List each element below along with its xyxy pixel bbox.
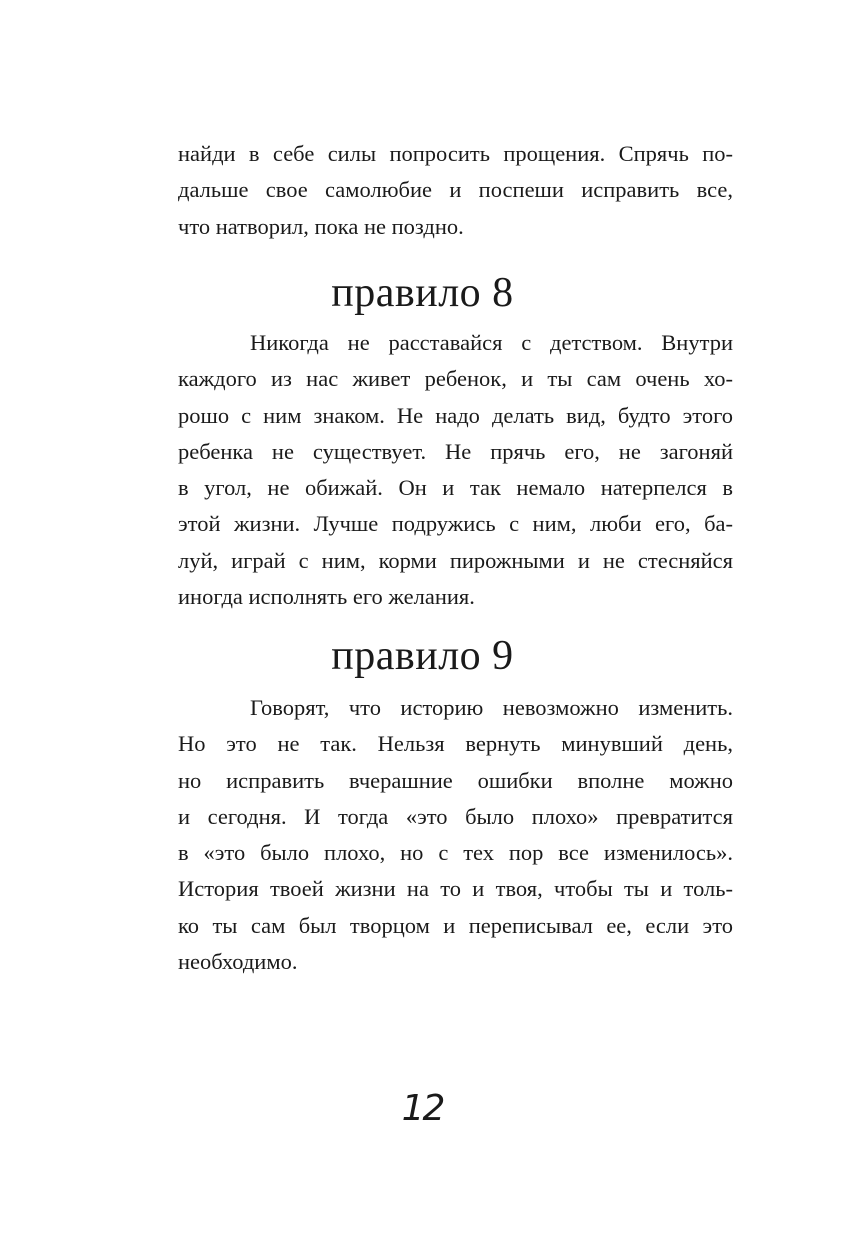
rule-8-line: в угол, не обижай. Он и так немало натерпелся в: [178, 475, 733, 501]
rule-9-line: Но это не так. Нельзя вернуть минувший день,: [178, 731, 733, 757]
intro-line: дальше свое самолюбие и поспеши исправить все,: [178, 177, 733, 203]
rule-9-heading: правило 9: [331, 633, 514, 679]
rule-8-line: Никогда не расставайся с детством. Внутри: [250, 330, 733, 355]
rule-9-line: Говорят, что историю невозможно изменить.: [250, 695, 733, 720]
rule-8-line: рошо с ним знаком. Не надо делать вид, будто этого: [178, 402, 733, 428]
rule-9-paragraph: [178, 690, 733, 980]
rule-8-line: луй, играй с ним, корми пирожными и не стесняйся: [178, 547, 733, 573]
rule-8-paragraph: [178, 325, 733, 615]
rule-9-line: и сегодня. И тогда «это было плохо» превратится: [178, 803, 733, 829]
rule-9-line: в «это было плохо, но с тех пор все изменилось».: [178, 840, 733, 866]
intro-line: что натворил, пока не поздно.: [178, 213, 464, 239]
rule-8-line: ребенка не существует. Не прячь его, не загоняй: [178, 438, 733, 464]
rule-8-line: этой жизни. Лучше подружись с ним, люби его, ба-: [178, 511, 733, 537]
rule-9-line: История твоей жизни на то и твоя, чтобы ты и толь-: [178, 876, 733, 902]
rule-9-line: ко ты сам был творцом и переписывал ее, если это: [178, 912, 733, 938]
rule-9-line: необходимо.: [178, 949, 298, 975]
rule-8-line: каждого из нас живет ребенок, и ты сам очень хо-: [178, 366, 733, 392]
rule-9-line: но исправить вчерашние ошибки вполне можно: [178, 767, 733, 793]
page-number: 12: [401, 1088, 444, 1129]
rule-8-line: иногда исполнять его желания.: [178, 584, 475, 610]
intro-line: найди в себе силы попросить прощения. Спрячь по-: [178, 141, 733, 166]
rule-8-heading: правило 8: [331, 270, 514, 316]
intro-paragraph: [178, 136, 733, 245]
